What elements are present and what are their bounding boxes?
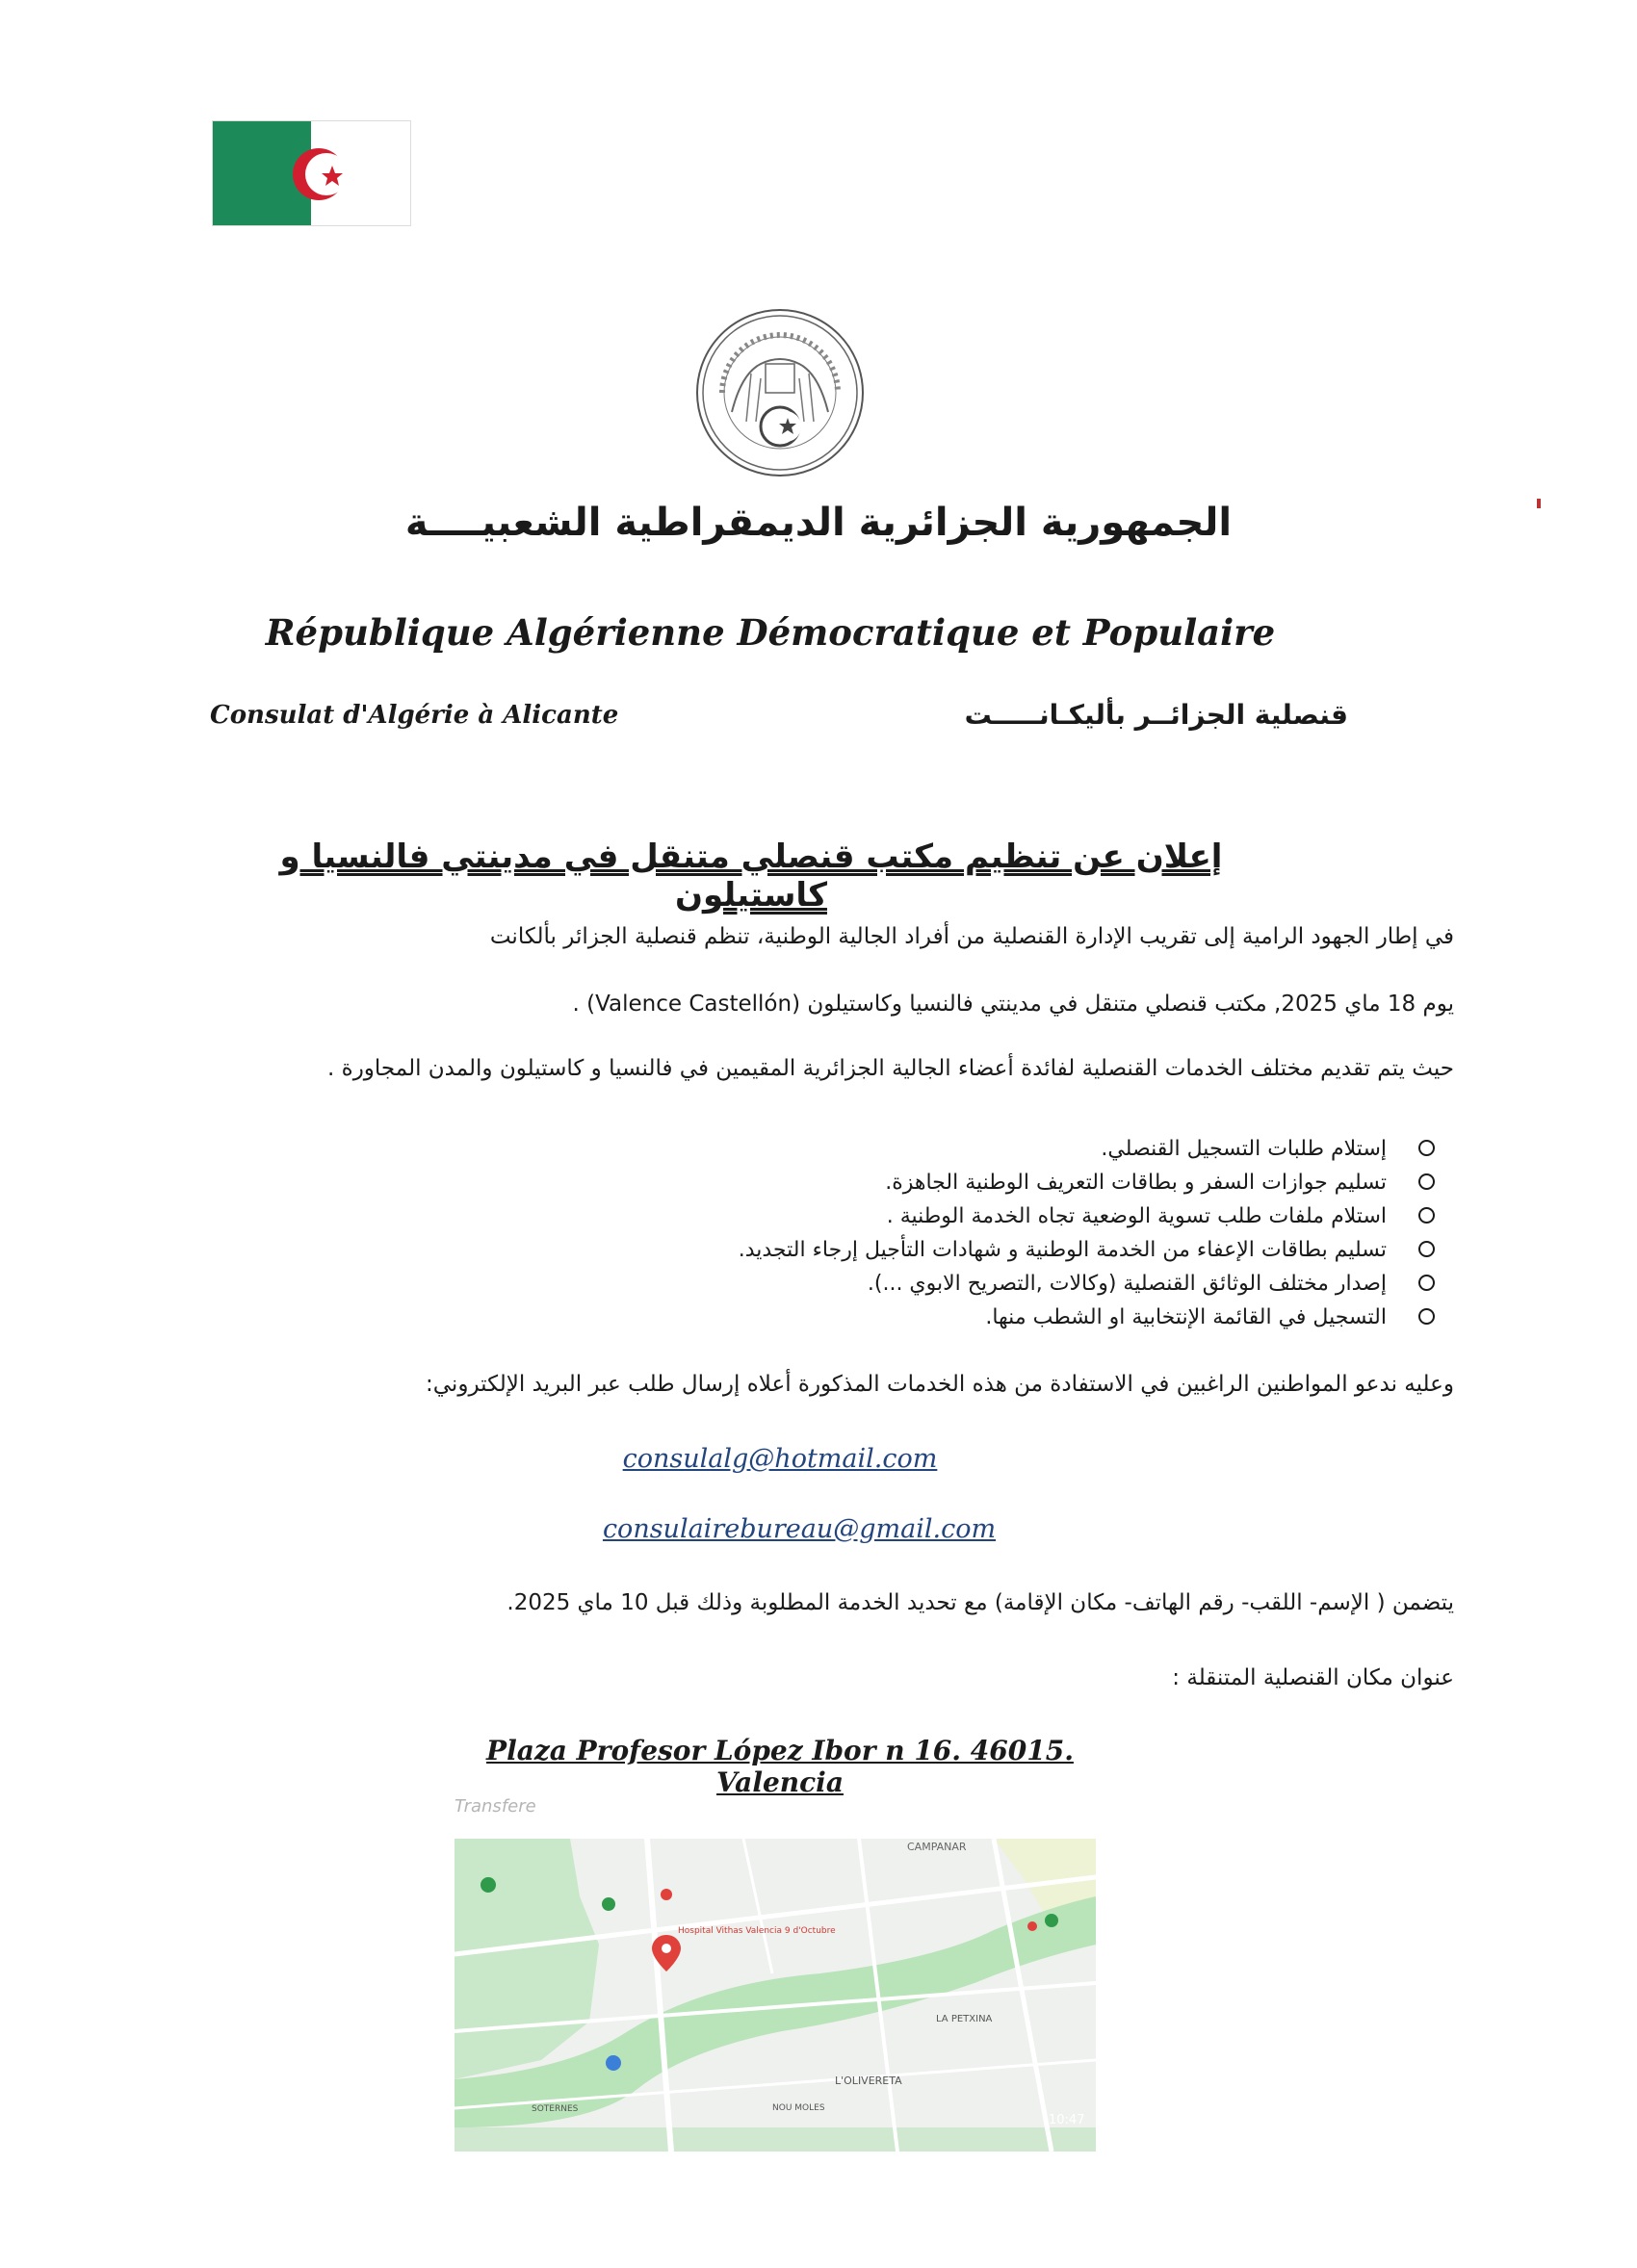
map-caption: Transfere — [455, 1796, 536, 1817]
national-seal-emblem — [693, 306, 867, 479]
republic-title-arabic: الجمهورية الجزائرية الديمقراطية الشعبيــــة — [404, 501, 1233, 545]
consulate-address: Plaza Profesor López Ibor n 16. 46015. Valencia — [486, 1735, 1074, 1798]
list-item — [520, 1199, 1387, 1233]
bullet-icon — [1418, 1140, 1435, 1156]
services-intro-paragraph: حيث يتم تقديم مختلف الخدمات القنصلية لفائدة أعضاء الجالية الجزائرية المقيمين في فالنسيا و كاستيلون والمدن المجاورة . — [327, 1056, 1454, 1081]
bullet-icon — [1418, 1173, 1435, 1190]
list-item — [520, 1267, 1387, 1301]
location-map[interactable] — [455, 1839, 1096, 2152]
address-heading: عنوان مكان القنصلية المتنقلة : — [1172, 1665, 1454, 1690]
bullet-icon — [1418, 1308, 1435, 1325]
list-item — [520, 1166, 1387, 1199]
service-text: إصدار مختلف الوثائق القنصلية (وكالات ,التصريح الابوي ...). — [867, 1272, 1387, 1296]
service-text: تسليم بطاقات الإعفاء من الخدمة الوطنية و شهادات التأجيل إرجاء التجديد. — [738, 1238, 1387, 1262]
crescent-star-icon — [213, 121, 410, 225]
email-invitation-paragraph: وعليه ندعو المواطنين الراغبين في الاستفادة من هذه الخدمات المذكورة أعلاه إرسال طلب عبر البريد الإلكتروني: — [426, 1372, 1454, 1397]
consulate-name-arabic: قنصلية الجزائــر بأليكـانـــــت — [964, 699, 1348, 731]
email-link-gmail[interactable]: consulairebureau@gmail.com — [602, 1514, 997, 1544]
scan-mark — [1537, 499, 1541, 508]
map-label-soternes: SOTERNES — [532, 2104, 579, 2114]
bullet-icon — [1418, 1241, 1435, 1257]
bullet-icon — [1418, 1275, 1435, 1291]
announcement-title: إعلان عن تنظيم مكتب قنصلي متنقل في مدينتي فالنسيا و كاستيلون — [279, 838, 1223, 915]
intro-paragraph: في إطار الجهود الرامية إلى تقريب الإدارة القنصلية من أفراد الجالية الوطنية، تنظم قنصلية الجزائر بألكانت — [489, 924, 1454, 949]
list-item — [520, 1301, 1387, 1334]
republic-title-french: République Algérienne Démocratique et Populaire — [265, 611, 1276, 654]
map-label-hospital: Hospital Vithas Valencia 9 d'Octubre — [678, 1926, 836, 1936]
email-link-hotmail[interactable]: consulalg@hotmail.com — [622, 1444, 938, 1474]
service-text: التسجيل في القائمة الإنتخابية او الشطب منها. — [985, 1305, 1387, 1329]
list-item — [520, 1132, 1387, 1166]
map-label-petxina: LA PETXINA — [936, 2014, 993, 2024]
map-label-nou-moles: NOU MOLES — [772, 2103, 825, 2113]
date-paragraph: يوم 18 ماي 2025, مكتب قنصلي متنقل في مدينتي فالنسيا وكاستيلون (Valence Castellón) . — [572, 992, 1454, 1017]
consulate-name-french: Consulat d'Algérie à Alicante — [210, 701, 619, 730]
services-list — [520, 1132, 1387, 1334]
service-text: تسليم جوازات السفر و بطاقات التعريف الوطنية الجاهزة. — [885, 1171, 1387, 1195]
map-label-campanar: CAMPANAR — [907, 1841, 967, 1853]
map-label-olivereta: L'OLIVERETA — [835, 2075, 902, 2087]
bullet-icon — [1418, 1207, 1435, 1224]
list-item — [520, 1233, 1387, 1267]
service-text: إستلام طلبات التسجيل القنصلي. — [1101, 1137, 1387, 1161]
service-text: استلام ملفات طلب تسوية الوضعية تجاه الخدمة الوطنية . — [886, 1204, 1387, 1228]
request-details-paragraph: يتضمن ( الإسم- اللقب- رقم الهاتف- مكان الإقامة) مع تحديد الخدمة المطلوبة وذلك قبل 10 ماي 2025. — [507, 1590, 1454, 1615]
algerian-flag — [212, 120, 411, 226]
map-time-label: 10:47 — [1049, 2113, 1085, 2127]
